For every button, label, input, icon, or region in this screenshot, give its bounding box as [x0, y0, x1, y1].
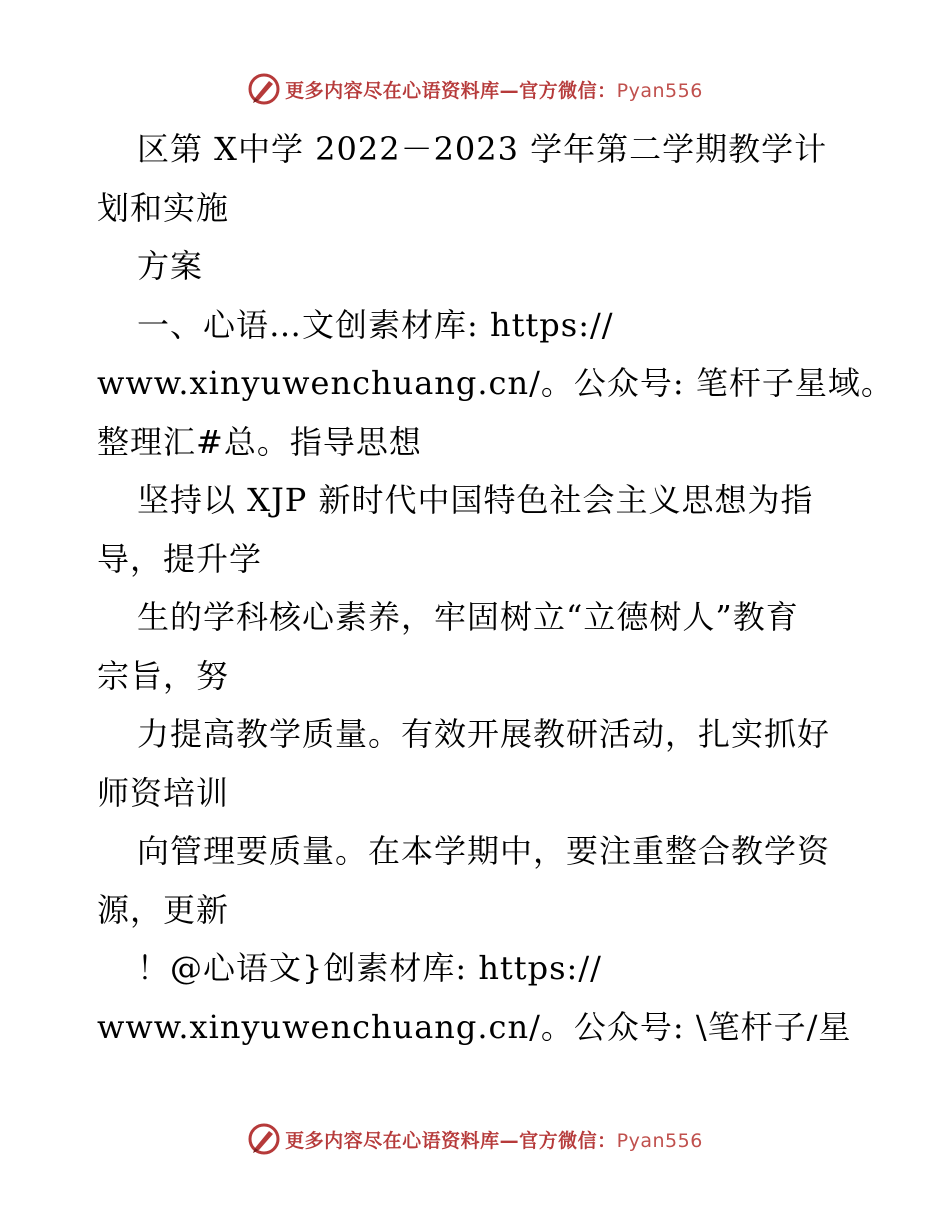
- pen-logo-icon: [247, 1122, 281, 1156]
- text-line: 师资培训: [97, 773, 230, 812]
- watermark-handle: Pyan556: [616, 79, 703, 102]
- footer-watermark: [0, 1122, 950, 1156]
- text-line: 整理汇#总。指导思想: [97, 422, 422, 461]
- text-line: ！@心语文}创素材库: https://: [137, 949, 602, 987]
- text-line: 区第 X中学 2022－2023 学年第二学期教学计: [137, 130, 828, 168]
- text-line: 一、心语…文创素材库: https://: [137, 305, 614, 344]
- watermark-label: 更多内容尽在心语资料库—官方微信：: [285, 79, 617, 102]
- header-watermark: [0, 72, 950, 106]
- text-line: 划和实施: [97, 188, 230, 227]
- text-line: www.xinyuwenchuang.cn/。公众号: 笔杆子星域。: [97, 364, 894, 402]
- text-line: 源，更新: [97, 890, 230, 929]
- text-line: 坚持以 XJP 新时代中国特色社会主义思想为指: [137, 481, 814, 519]
- watermark-text: [285, 1126, 703, 1153]
- text-line: 向管理要质量。在本学期中，要注重整合教学资: [137, 832, 831, 870]
- text-line: 生的学科核心素养，牢固树立“立德树人”教育: [137, 598, 799, 636]
- watermark-label: 更多内容尽在心语资料库—官方微信：: [285, 1129, 617, 1152]
- watermark-handle: Pyan556: [616, 1129, 703, 1152]
- text-line: www.xinyuwenchuang.cn/。公众号: \笔杆子/星: [97, 1007, 852, 1046]
- watermark-text: [285, 76, 703, 103]
- document-body: [97, 120, 894, 1056]
- text-line: 导，提升学: [97, 539, 263, 578]
- pen-logo-icon: [247, 72, 281, 106]
- text-line: 宗旨，努: [97, 656, 230, 695]
- text-line: 方案: [137, 247, 204, 285]
- text-line: 力提高教学质量。有效开展教研活动，扎实抓好: [137, 715, 831, 753]
